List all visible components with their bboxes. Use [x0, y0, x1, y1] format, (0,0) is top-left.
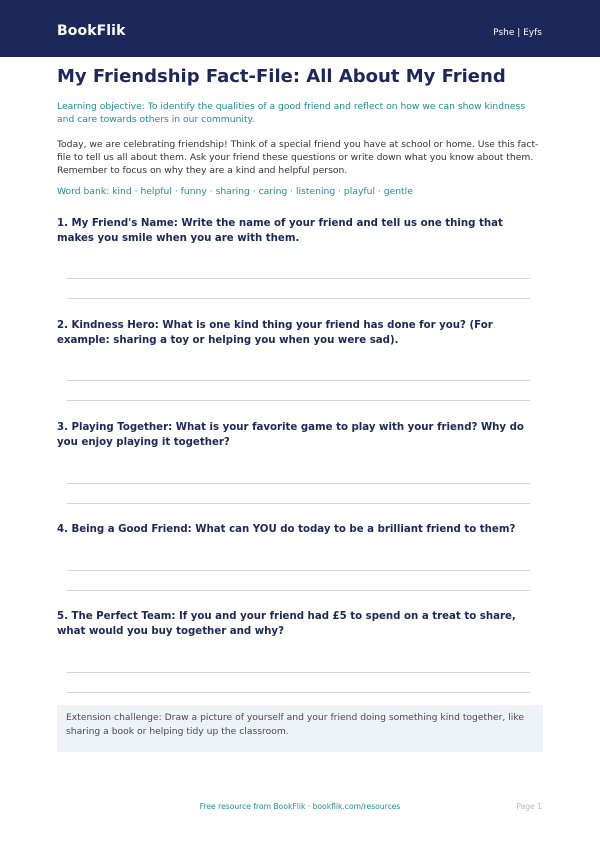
extension-challenge-box: Extension challenge: Draw a picture of yourself and your friend doing something kind together, like sharing a book or helping tidy up the classroom. [57, 705, 543, 752]
intro-paragraph: Today, we are celebrating friendship! Think of a special friend you have at school or home. Use this fact-file to tell us all about them. Ask your friend these questions or write down what you know about them. Remember to focus on why they are a kind and helpful person. [57, 139, 539, 176]
question-2-text: 2. Kindness Hero: What is one kind thing your friend has done for you? (For example: sharing a toy or helping you when you were sad). [57, 320, 493, 346]
learning-objective: Learning objective: To identify the qualities of a good friend and reflect on how we can show kindness and care towards others in our community. [57, 101, 526, 125]
question-4-text: 4. Being a Good Friend: What can YOU do today to be a brilliant friend to them? [57, 524, 516, 535]
answer-line[interactable] [67, 590, 530, 591]
subject-tags: Pshe | Eyfs [493, 28, 542, 38]
question-1 [57, 216, 543, 246]
answer-line[interactable] [67, 570, 530, 571]
footer-credit[interactable]: Free resource from BookFlik · bookflik.com/resources [199, 802, 401, 811]
brand-logo[interactable]: BookFlik [57, 23, 126, 39]
answer-line[interactable] [67, 483, 530, 484]
answer-line[interactable] [67, 672, 530, 673]
answer-line[interactable] [67, 380, 530, 381]
header-bar [0, 0, 600, 57]
answer-line[interactable] [67, 278, 530, 279]
question-4 [57, 522, 543, 537]
page-number: Page 1 [516, 802, 542, 811]
question-3-text: 3. Playing Together: What is your favorite game to play with your friend? Why do you enjoy playing it together? [57, 422, 524, 448]
answer-line[interactable] [67, 400, 530, 401]
page-title: My Friendship Fact-File: All About My Friend [57, 66, 506, 87]
answer-line[interactable] [67, 692, 530, 693]
question-5-text: 5. The Perfect Team: If you and your friend had £5 to spend on a treat to share, what would you buy together and why? [57, 611, 516, 637]
question-2 [57, 318, 543, 348]
question-1-text: 1. My Friend's Name: Write the name of your friend and tell us one thing that makes you smile when you are with them. [57, 218, 503, 244]
word-bank: Word bank: kind · helpful · funny · sharing · caring · listening · playful · gentle [57, 186, 413, 197]
question-3 [57, 420, 543, 450]
answer-line[interactable] [67, 503, 530, 504]
question-5 [57, 609, 543, 639]
answer-line[interactable] [67, 298, 530, 299]
